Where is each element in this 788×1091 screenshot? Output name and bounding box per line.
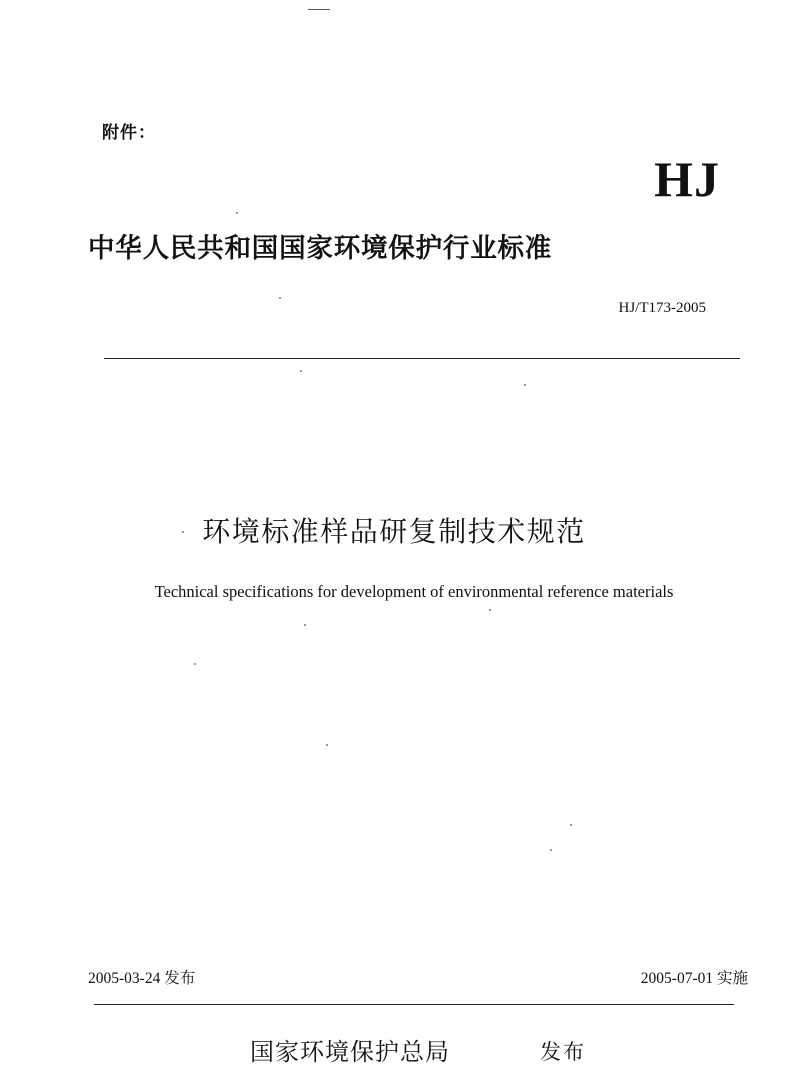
document-title-en: Technical specifications for development of environmental reference materials	[154, 582, 674, 601]
header-divider	[104, 358, 740, 359]
scan-speck	[489, 609, 491, 611]
document-title-cn: 环境标准样品研复制技术规范	[202, 515, 586, 548]
scan-speck	[194, 663, 196, 665]
issue-date: 2005-03-24 发布	[88, 970, 196, 987]
scan-speck	[236, 212, 238, 214]
scan-speck	[570, 824, 572, 826]
footer-divider	[94, 1004, 734, 1005]
hj-logo: HJ	[654, 151, 720, 207]
standard-number: HJ/T173-2005	[618, 300, 706, 316]
attachment-label: 附件：	[102, 123, 156, 143]
publish-label: 发布	[540, 1040, 586, 1064]
scan-speck	[304, 624, 306, 626]
organization-title: 中华人民共和国国家环境保护行业标准	[88, 233, 553, 264]
scan-speck	[550, 849, 552, 851]
publisher-name: 国家环境保护总局	[250, 1038, 450, 1066]
implementation-date: 2005-07-01 实施	[640, 970, 748, 987]
top-scan-mark	[308, 9, 330, 10]
scan-speck	[326, 744, 328, 746]
scan-speck	[182, 531, 184, 533]
scan-speck	[300, 370, 302, 372]
scan-speck	[524, 384, 526, 386]
scan-speck	[279, 297, 281, 299]
